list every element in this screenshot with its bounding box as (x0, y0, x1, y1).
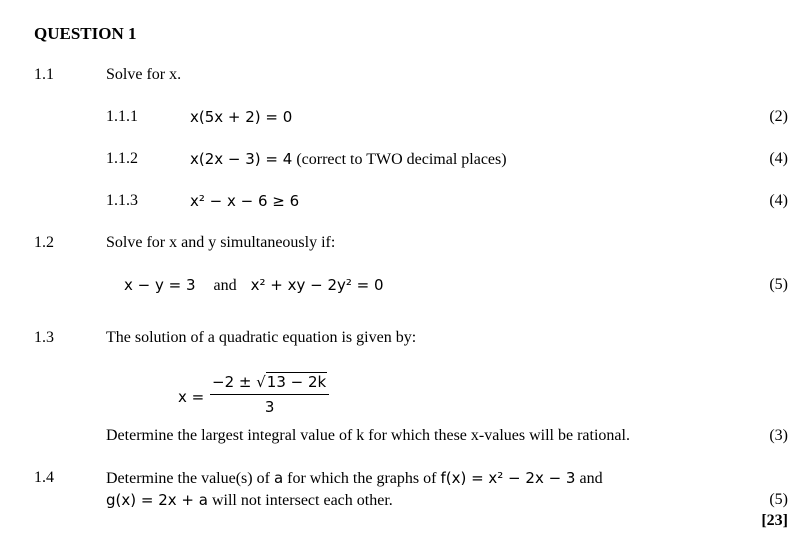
q1-1-number: 1.1 (34, 66, 54, 83)
q1-1-3-equation (190, 191, 299, 212)
q1-1-prompt: Solve for x. (106, 66, 182, 83)
q1-1-2-equation (190, 149, 507, 170)
q1-1-2-note: (correct to TWO decimal places) (292, 151, 507, 168)
q1-1-3-equation-math: x² − x − 6 ≥ 6 (190, 192, 300, 210)
q1-4-line2 (106, 490, 393, 511)
question-total: [23] (761, 512, 788, 529)
q1-1-2-number: 1.1.2 (106, 150, 138, 167)
q1-4-number: 1.4 (34, 469, 54, 486)
q1-4-marks: (5) (769, 491, 788, 508)
q1-4-fx: f(x) = x² − 2x − 3 (440, 469, 576, 487)
q1-4-line1-var: a (273, 469, 284, 487)
q1-3-prompt: The solution of a quadratic equation is given by: (106, 329, 417, 346)
q1-2-eq1: x − y = 3 (124, 276, 196, 294)
q1-3-radicand: 13 − 2k (266, 373, 327, 391)
q1-4-line1-mid: for which the graphs of (287, 470, 437, 487)
q1-1-1-equation-math: x(5x + 2) = 0 (190, 108, 293, 126)
q1-3-fraction (210, 372, 329, 417)
q1-1-1-equation (190, 107, 292, 128)
q1-1-2-marks: (4) (769, 150, 788, 167)
q1-2-number: 1.2 (34, 234, 54, 251)
q1-3-denominator: 3 (264, 398, 275, 416)
q1-2-prompt: Solve for x and y simultaneously if: (106, 234, 336, 251)
q1-3-lhs: x = (178, 388, 205, 406)
q1-1-1-number: 1.1.1 (106, 108, 138, 125)
q1-4-line1 (106, 468, 603, 489)
q1-3-numerator (210, 372, 329, 395)
q1-4-gx: g(x) = 2x + a (106, 491, 208, 509)
q1-3-numerator-prefix: −2 ± √ (212, 373, 266, 391)
q1-1-3-number: 1.1.3 (106, 192, 138, 209)
q1-3-marks: (3) (769, 427, 788, 444)
q1-2-marks: (5) (769, 276, 788, 293)
q1-1-3-marks: (4) (769, 192, 788, 209)
q1-1-1-marks: (2) (769, 108, 788, 125)
question-title: QUESTION 1 (34, 24, 137, 43)
q1-4-line1-prefix: Determine the value(s) of (106, 470, 270, 487)
q1-2-eq2: x² + xy − 2y² = 0 (250, 276, 384, 294)
q1-4-line1-end: and (579, 470, 603, 487)
q1-1-2-equation-math: x(2x − 3) = 4 (190, 150, 293, 168)
q1-3-number: 1.3 (34, 329, 54, 346)
q1-2-joiner: and (213, 277, 237, 294)
q1-4-line2-end: will not intersect each other. (211, 492, 393, 509)
q1-3-instruction: Determine the largest integral value of k for which these x-values will be rational. (106, 427, 630, 444)
q1-2-equations (124, 275, 384, 296)
